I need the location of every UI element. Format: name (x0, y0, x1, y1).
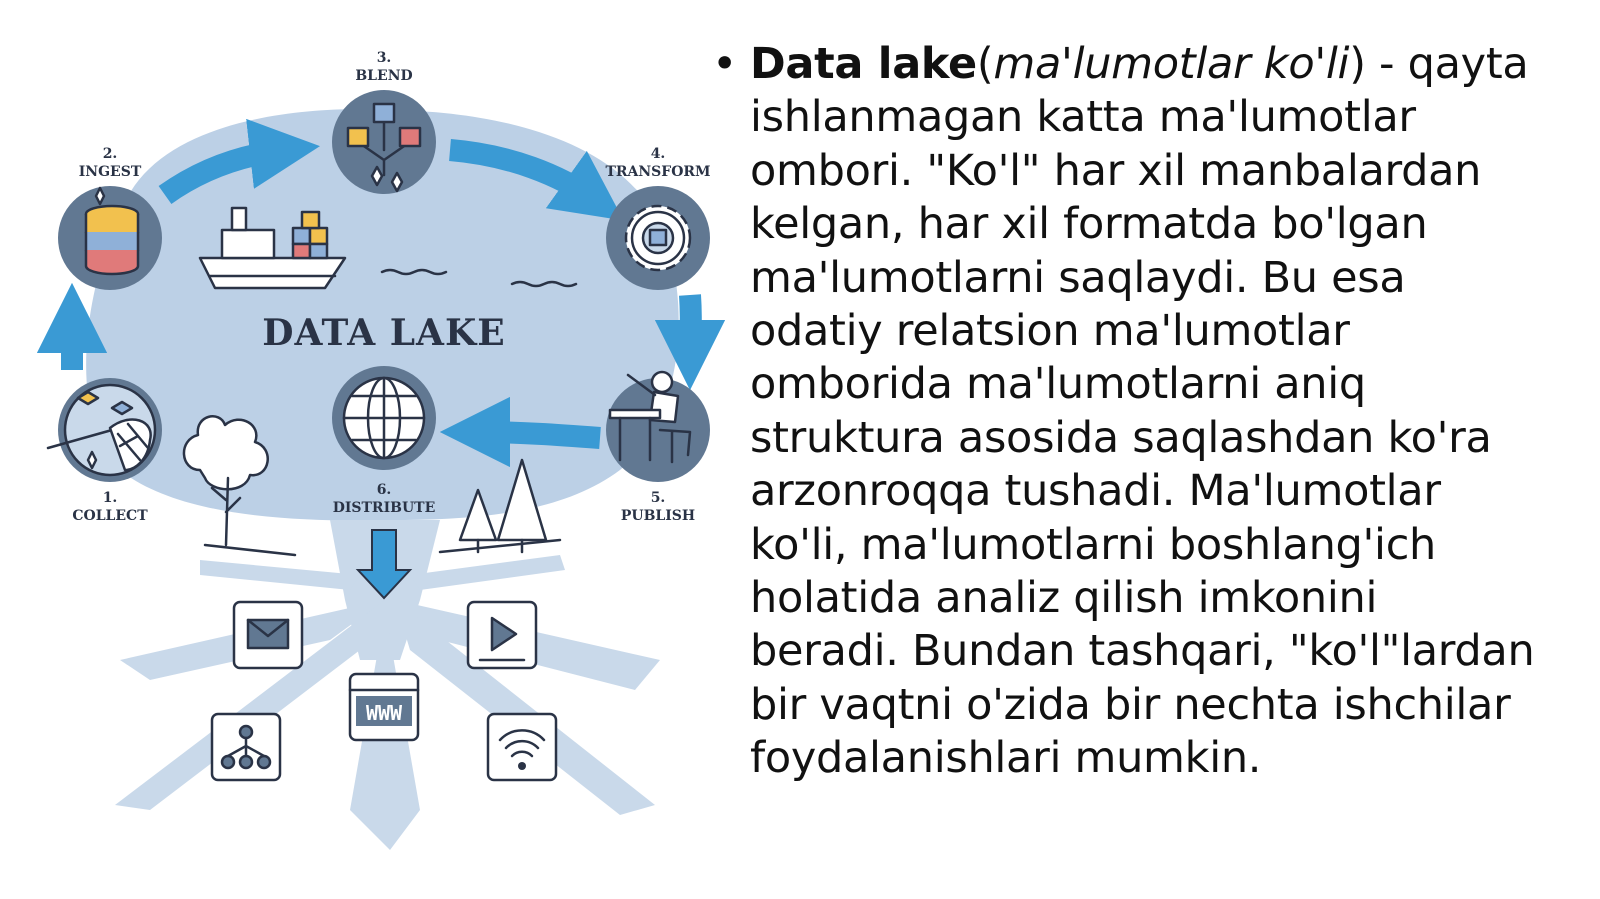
step-blend (332, 90, 436, 194)
text-line: bir vaqtni o'zida bir nechta ishchilar (750, 679, 1511, 730)
www-label: WWW (365, 701, 403, 725)
paren-close: ) (1349, 39, 1366, 89)
step-ingest (58, 186, 162, 290)
www-browser-icon (350, 674, 418, 740)
text-line: omborida ma'lumotlarni aniq (750, 359, 1366, 410)
text-line: foydalanishlari mumkin. (750, 733, 1262, 784)
video-play-icon (468, 602, 536, 668)
data-lake-diagram (0, 0, 730, 899)
step-distribute-label: DISTRIBUTE (332, 500, 436, 516)
globe-icon (344, 378, 424, 458)
text-line: ko'li, ma'lumotlarni boshlang'ich (750, 519, 1436, 570)
diagram-title: DATA LAKE (262, 312, 506, 354)
text-line: holatida analiz qilish imkonini (750, 573, 1378, 624)
text-line: beradi. Bundan tashqari, "ko'l"lardan (750, 626, 1535, 677)
description-text (712, 38, 1592, 786)
text-line: ombori. "Ko'l" har xil manbalardan (750, 145, 1482, 196)
step-collect (48, 378, 162, 482)
network-hierarchy-icon (212, 714, 280, 780)
step-distribute (332, 366, 436, 470)
step-publish-number: 5. (650, 490, 666, 506)
step-transform-label: TRANSFORM (605, 164, 711, 180)
bullet-marker: • (712, 39, 738, 89)
text-line: struktura asosida saqlashdan ko'ra (750, 412, 1492, 463)
wifi-icon (488, 714, 556, 780)
step-blend-label: BLEND (355, 68, 413, 84)
email-icon (234, 602, 302, 668)
step-collect-number: 1. (102, 490, 118, 506)
description-paragraph (750, 38, 1592, 786)
text-line: odatiy relatsion ma'lumotlar (750, 306, 1350, 357)
text-line-1 (750, 38, 1592, 91)
text-line: kelgan, har xil formatda bo'lgan (750, 199, 1428, 250)
gear-icon (626, 206, 690, 270)
step-transform-number: 4. (650, 146, 666, 162)
text-line: ishlanmagan katta ma'lumotlar (750, 92, 1416, 143)
term-data-lake: Data lake (750, 39, 977, 89)
step-transform (606, 186, 710, 290)
step-blend-number: 3. (376, 50, 392, 66)
term-gloss: ma'lumotlar ko'li (993, 39, 1350, 89)
step-publish-label: PUBLISH (620, 508, 696, 524)
line1-rest: - qayta (1365, 39, 1529, 89)
step-ingest-label: INGEST (78, 164, 142, 180)
paren-open: ( (976, 39, 994, 89)
step-collect-label: COLLECT (72, 508, 148, 524)
text-line: arzonroqqa tushadi. Ma'lumotlar (750, 466, 1441, 517)
step-ingest-number: 2. (102, 146, 118, 162)
text-line: ma'lumotlarni saqlaydi. Bu esa (750, 252, 1406, 303)
step-distribute-number: 6. (376, 482, 392, 498)
